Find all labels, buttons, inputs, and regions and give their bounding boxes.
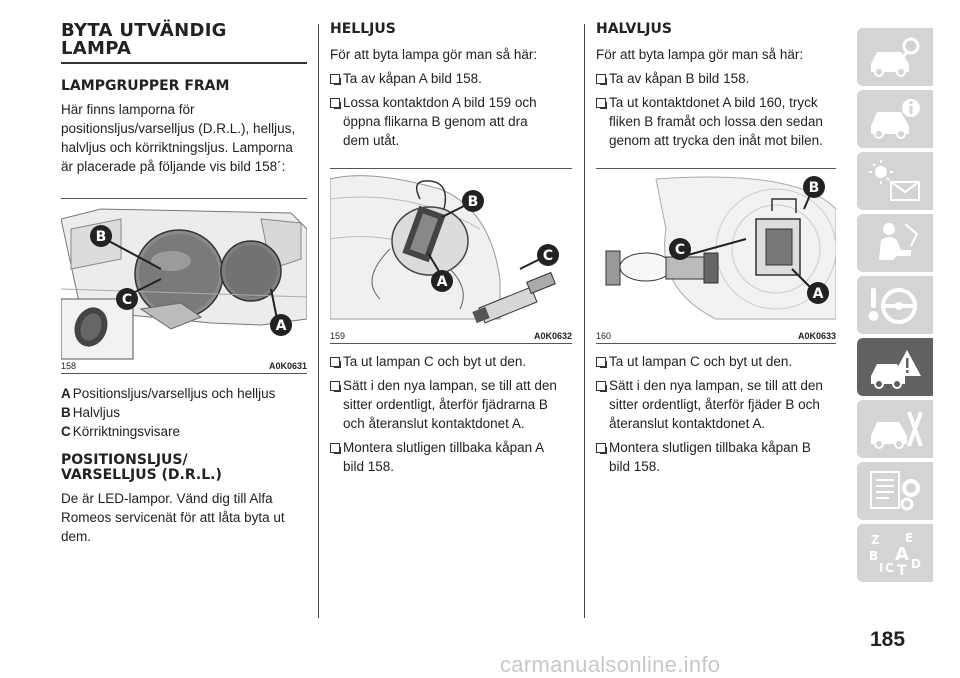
airbag-passenger-icon <box>867 220 923 266</box>
svg-text:B: B <box>869 549 879 563</box>
tab-driving[interactable] <box>857 276 933 334</box>
tab-technical-data[interactable] <box>857 462 933 520</box>
low-beam-bulb-illustration <box>596 169 836 343</box>
figure-159 <box>330 168 572 344</box>
checkbox-icon <box>596 357 606 367</box>
step-item: Montera slutligen tillbaka kåpan A bild 158. <box>330 438 572 476</box>
car-breakdown-icon <box>867 344 923 390</box>
legend-item: C Körriktningsvisare <box>61 424 181 439</box>
steering-wheel-key-icon <box>867 282 923 328</box>
legend-item: A Positionsljus/varselljus och helljus <box>61 386 276 401</box>
callout-b: B <box>95 229 107 245</box>
high-beam-bulb-illustration <box>330 169 572 343</box>
figure-code: A0K0633 <box>797 331 836 341</box>
tab-car-info[interactable] <box>857 90 933 148</box>
tab-maintenance[interactable] <box>857 400 933 458</box>
callout-a: A <box>275 318 287 334</box>
step-item: Lossa kontaktdon A bild 159 och öppna flikarna B genom att dra dem utåt. <box>330 93 572 150</box>
section-heading-halvljus: HALVLJUS <box>596 21 672 37</box>
tab-emergency[interactable] <box>857 338 933 396</box>
callout-c: C <box>674 242 686 258</box>
step-item: Ta ut lampan C och byt ut den. <box>596 352 836 371</box>
led-paragraph: De är LED-lampor. Vänd dig till Alfa Romeos servicenät för att låta byta ut dem. <box>61 491 285 544</box>
tab-safety[interactable] <box>857 214 933 272</box>
figure-158 <box>61 198 307 374</box>
callout-b: B <box>808 180 820 196</box>
checkbox-icon <box>596 74 606 84</box>
callout-a: A <box>812 286 824 302</box>
car-info-icon <box>867 96 923 142</box>
section-heading-lampgrupper: LAMPGRUPPER FRAM <box>61 78 230 94</box>
step-item: Montera slutligen tillbaka kåpan B bild 158. <box>596 438 836 476</box>
legend-item: B Halvljus <box>61 405 121 420</box>
step-item: Sätt i den nya lampan, se till att den sitter ordentligt, återför fjäder B och återanslut kontaktdonet A. <box>596 376 836 433</box>
checkbox-icon <box>596 381 606 391</box>
step-item: Ta ut kontaktdonet A bild 160, tryck fliken B framåt och lossa den sedan genom att trycka den inåt mot bilen. <box>596 93 836 150</box>
figure-code: A0K0632 <box>533 331 572 341</box>
watermark: carmanualsonline.info <box>500 652 721 677</box>
section-heading-positionsljus: POSITIONSLJUS/ VARSELLJUS (D.R.L.) <box>61 452 222 483</box>
chapter-tabs <box>857 28 933 586</box>
middle-column <box>330 22 572 476</box>
svg-text:D: D <box>911 557 921 571</box>
intro-paragraph: Här finns lamporna för positionsljus/varselljus (D.R.L.), helljus, halvljus och körriktningsljus. Lamporna är placerade på följande vis bild 158´: <box>61 102 296 174</box>
checkbox-icon <box>330 98 340 108</box>
svg-text:A: A <box>895 544 909 565</box>
column-divider <box>318 24 319 618</box>
left-column <box>61 22 307 546</box>
callout-c: C <box>121 292 133 308</box>
figure-code: A0K0631 <box>268 361 307 371</box>
car-key-icon <box>867 34 923 80</box>
figure-160 <box>596 168 836 344</box>
checkbox-icon <box>330 381 340 391</box>
warning-lights-icon <box>867 158 923 204</box>
step-item: Sätt i den nya lampan, se till att den sitter ordentligt, återför fjädrarna B och återanslut kontaktdonet A. <box>330 376 572 433</box>
callout-c: C <box>542 248 554 264</box>
right-column <box>596 22 836 476</box>
section-heading-helljus: HELLJUS <box>330 21 396 37</box>
step-item: Ta av kåpan B bild 158. <box>596 69 836 88</box>
svg-text:T: T <box>897 563 907 576</box>
callout-b: B <box>467 194 479 210</box>
step-item: Ta ut lampan C och byt ut den. <box>330 352 572 371</box>
step-item: Ta av kåpan A bild 158. <box>330 69 572 88</box>
tab-warning-lights[interactable] <box>857 152 933 210</box>
figure-legend <box>61 384 307 441</box>
checkbox-icon <box>596 98 606 108</box>
column-divider <box>584 24 585 618</box>
figure-number: 158 <box>61 361 77 371</box>
car-service-icon <box>867 406 923 452</box>
callout-a: A <box>436 274 448 290</box>
alphabet-index-icon <box>867 530 923 576</box>
checkbox-icon <box>596 443 606 453</box>
checkbox-icon <box>330 443 340 453</box>
intro-text: För att byta lampa gör man så här: <box>330 47 538 62</box>
specs-gear-icon <box>867 468 923 514</box>
tab-car-key[interactable] <box>857 28 933 86</box>
svg-text:E: E <box>905 531 914 545</box>
intro-text: För att byta lampa gör man så här: <box>596 47 804 62</box>
figure-number: 159 <box>330 331 346 341</box>
headlight-assembly-illustration <box>61 199 307 373</box>
svg-text:Z: Z <box>871 533 880 547</box>
page-title: BYTA UTVÄNDIG LAMPA <box>61 22 307 64</box>
svg-text:I: I <box>879 561 884 575</box>
checkbox-icon <box>330 74 340 84</box>
checkbox-icon <box>330 357 340 367</box>
figure-number: 160 <box>596 331 612 341</box>
svg-text:C: C <box>885 561 894 575</box>
tab-index[interactable] <box>857 524 933 582</box>
page-number: 185 <box>870 628 906 651</box>
